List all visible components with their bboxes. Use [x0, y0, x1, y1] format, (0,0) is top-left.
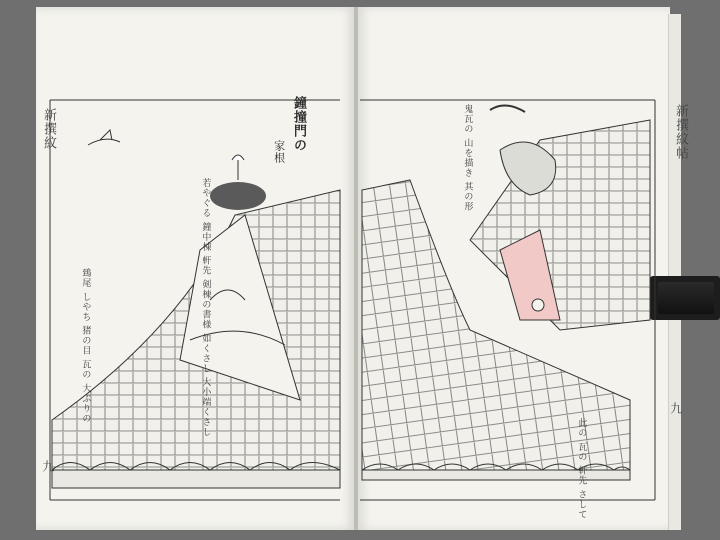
- folio-right: 九: [668, 402, 683, 415]
- annotation-a: 若やぐる 鐘中棟 軒先 剣棟の書様 如くさし 大小端くさし: [200, 178, 211, 438]
- left-roof: [52, 130, 340, 488]
- illustration-title: 鐘撞門の: [290, 96, 306, 152]
- annotation-c: 鬼瓦の 山を描き 其の形: [462, 104, 473, 212]
- folio-left: 九: [40, 460, 55, 473]
- annotation-d: 此の 瓦の 軒先 さして: [576, 418, 587, 520]
- annotation-b: 鵄尾 しやち 猪の目 瓦の 大ぶりの: [80, 268, 91, 424]
- right-roof: [362, 105, 650, 480]
- illustration-subtitle: 家根: [272, 140, 286, 164]
- running-head-right: 新撰紋帖: [672, 104, 688, 160]
- running-head-left: 新撰紋: [40, 108, 56, 150]
